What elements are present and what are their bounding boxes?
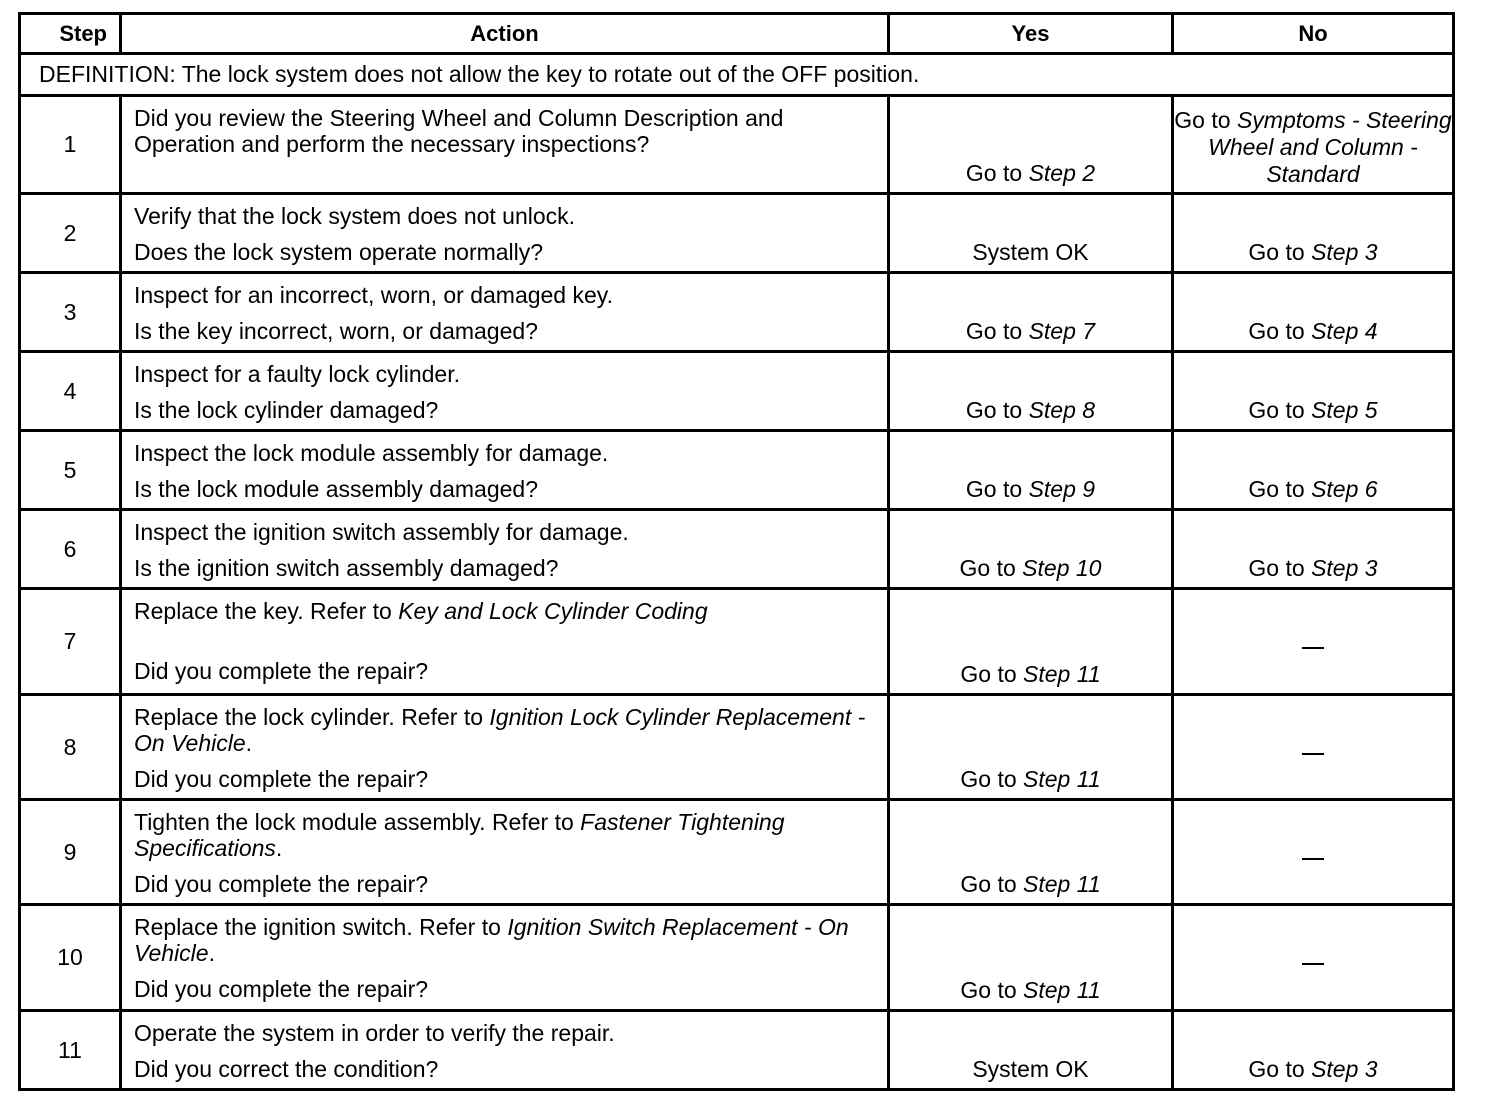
no-step-link[interactable]: Step 4 — [1311, 318, 1378, 344]
yes-cell — [889, 510, 1173, 589]
action-cell — [121, 431, 889, 510]
no-prefix: Go to — [1174, 107, 1237, 133]
reference-link[interactable]: Ignition Lock Cylinder Replacement - On Vehicle — [134, 704, 866, 756]
yes-step-link[interactable]: Step 2 — [1028, 160, 1096, 186]
no-prefix: Go to — [1248, 318, 1312, 344]
yes-step-link[interactable]: Step 11 — [1023, 871, 1101, 897]
no-step-link[interactable]: Step 5 — [1311, 397, 1378, 423]
action-tail: . — [245, 730, 253, 756]
header-yes: Yes — [889, 14, 1173, 54]
action-text: Inspect the lock module assembly for damage. — [134, 440, 609, 466]
header-step: Step — [20, 14, 121, 54]
action-text: Operate the system in order to verify the repair. — [134, 1020, 615, 1046]
table-row — [20, 96, 1454, 194]
no-cell — [1173, 1011, 1454, 1090]
no-cell — [1173, 510, 1454, 589]
step-number: 6 — [20, 510, 121, 589]
no-step-link[interactable]: Step 6 — [1311, 476, 1378, 502]
table-row — [20, 273, 1454, 352]
yes-cell: System OK — [889, 1011, 1173, 1090]
reference-link[interactable]: Key and Lock Cylinder Coding — [398, 598, 708, 624]
yes-prefix: Go to — [960, 661, 1024, 687]
no-action-dash — [1302, 647, 1324, 649]
action-cell — [121, 695, 889, 800]
no-prefix: Go to — [1248, 476, 1312, 502]
no-step-link[interactable]: Step 3 — [1311, 1056, 1378, 1082]
no-prefix: Go to — [1248, 239, 1312, 265]
action-cell — [121, 273, 889, 352]
action-lead: Tighten the lock module assembly. Refer to — [134, 809, 581, 835]
step-number: 9 — [20, 800, 121, 905]
header-action: Action — [121, 14, 889, 54]
action-cell — [121, 194, 889, 273]
step-number: 2 — [20, 194, 121, 273]
yes-cell — [889, 96, 1173, 194]
yes-step-link[interactable]: Step 11 — [1023, 766, 1101, 792]
yes-cell — [889, 589, 1173, 695]
no-action-dash — [1302, 753, 1324, 755]
table-row — [20, 510, 1454, 589]
no-action-dash — [1302, 858, 1324, 860]
step-number: 10 — [20, 905, 121, 1011]
no-cell — [1173, 273, 1454, 352]
yes-step-link[interactable]: Step 8 — [1028, 397, 1096, 423]
action-text: Did you review the Steering Wheel and Column Description and Operation and perform the necessary inspections? — [134, 105, 784, 157]
yes-prefix: Go to — [965, 476, 1029, 502]
step-number: 3 — [20, 273, 121, 352]
yes-prefix: Go to — [965, 397, 1029, 423]
yes-prefix: Go to — [960, 766, 1024, 792]
step-number: 4 — [20, 352, 121, 431]
yes-step-link[interactable]: Step 10 — [1022, 555, 1102, 581]
header-row — [20, 14, 1454, 54]
table-row — [20, 800, 1454, 905]
step-number: 1 — [20, 96, 121, 194]
no-prefix: Go to — [1248, 1056, 1312, 1082]
action-question: Is the key incorrect, worn, or damaged? — [134, 318, 538, 344]
reference-link[interactable]: Ignition Switch Replacement - On Vehicle — [134, 914, 849, 966]
yes-step-link[interactable]: Step 11 — [1023, 661, 1101, 687]
diagnostic-table — [18, 12, 1455, 1091]
action-question: Did you complete the repair? — [134, 658, 429, 684]
yes-prefix: Go to — [965, 160, 1029, 186]
no-prefix: Go to — [1248, 397, 1312, 423]
action-cell — [121, 905, 889, 1011]
action-cell — [121, 800, 889, 905]
action-tail: . — [208, 940, 215, 966]
yes-prefix: Go to — [960, 871, 1024, 897]
reference-link[interactable]: Fastener Tightening Specifications — [134, 809, 785, 861]
action-cell — [121, 352, 889, 431]
action-cell — [121, 510, 889, 589]
no-cell — [1173, 96, 1454, 194]
action-question: Is the lock cylinder damaged? — [134, 397, 439, 423]
step-number: 7 — [20, 589, 121, 695]
action-text: Verify that the lock system does not unlock. — [134, 203, 576, 229]
action-text: Inspect for a faulty lock cylinder. — [134, 361, 460, 387]
no-cell — [1173, 194, 1454, 273]
action-question: Does the lock system operate normally? — [134, 239, 544, 265]
action-tail: . — [275, 835, 283, 861]
table-row — [20, 695, 1454, 800]
yes-cell — [889, 695, 1173, 800]
no-cell — [1173, 431, 1454, 510]
action-lead: Replace the key. Refer to — [134, 598, 399, 624]
action-text — [134, 704, 875, 756]
yes-prefix: Go to — [965, 318, 1029, 344]
action-text: Inspect for an incorrect, worn, or damaged key. — [134, 282, 613, 308]
action-text: Inspect the ignition switch assembly for damage. — [134, 519, 629, 545]
yes-cell — [889, 352, 1173, 431]
action-text — [134, 809, 875, 861]
yes-cell — [889, 431, 1173, 510]
step-number: 8 — [20, 695, 121, 800]
action-lead: Replace the lock cylinder. Refer to — [134, 704, 490, 730]
yes-cell — [889, 800, 1173, 905]
action-text — [134, 598, 875, 624]
yes-prefix: Go to — [960, 977, 1024, 1003]
action-question: Did you complete the repair? — [134, 766, 429, 792]
no-cell — [1173, 905, 1454, 1011]
table-row — [20, 589, 1454, 695]
action-question: Did you correct the condition? — [134, 1056, 439, 1082]
action-lead: Replace the ignition switch. Refer to — [134, 914, 508, 940]
action-cell — [121, 589, 889, 695]
action-cell — [121, 96, 889, 194]
yes-cell — [889, 905, 1173, 1011]
table-row — [20, 194, 1454, 273]
yes-step-link[interactable]: Step 7 — [1028, 318, 1096, 344]
yes-step-link[interactable]: Step 11 — [1023, 977, 1101, 1003]
header-no: No — [1173, 14, 1454, 54]
definition-text: DEFINITION: The lock system does not allow the key to rotate out of the OFF position. — [20, 54, 1454, 96]
definition-row — [20, 54, 1454, 96]
yes-cell: System OK — [889, 194, 1173, 273]
no-cell — [1173, 589, 1454, 695]
action-question: Is the lock module assembly damaged? — [134, 476, 538, 502]
no-step-link[interactable]: Step 3 — [1311, 555, 1378, 581]
yes-step-link[interactable]: Step 9 — [1028, 476, 1096, 502]
no-cell — [1173, 352, 1454, 431]
action-question: Is the ignition switch assembly damaged? — [134, 555, 559, 581]
table-row — [20, 431, 1454, 510]
action-question: Did you complete the repair? — [134, 871, 429, 897]
action-cell — [121, 1011, 889, 1090]
action-text — [134, 914, 875, 966]
yes-cell — [889, 273, 1173, 352]
table-row — [20, 1011, 1454, 1090]
no-step-link[interactable]: Step 3 — [1311, 239, 1378, 265]
table-row — [20, 905, 1454, 1011]
no-action-dash — [1302, 963, 1324, 965]
table-row — [20, 352, 1454, 431]
no-prefix: Go to — [1248, 555, 1312, 581]
yes-prefix: Go to — [959, 555, 1023, 581]
no-cell — [1173, 800, 1454, 905]
step-number: 5 — [20, 431, 121, 510]
action-question: Did you complete the repair? — [134, 976, 429, 1002]
step-number: 11 — [20, 1011, 121, 1090]
no-cell — [1173, 695, 1454, 800]
no-reference-link[interactable]: Symptoms - Steering Wheel and Column - Standard — [1208, 107, 1452, 187]
